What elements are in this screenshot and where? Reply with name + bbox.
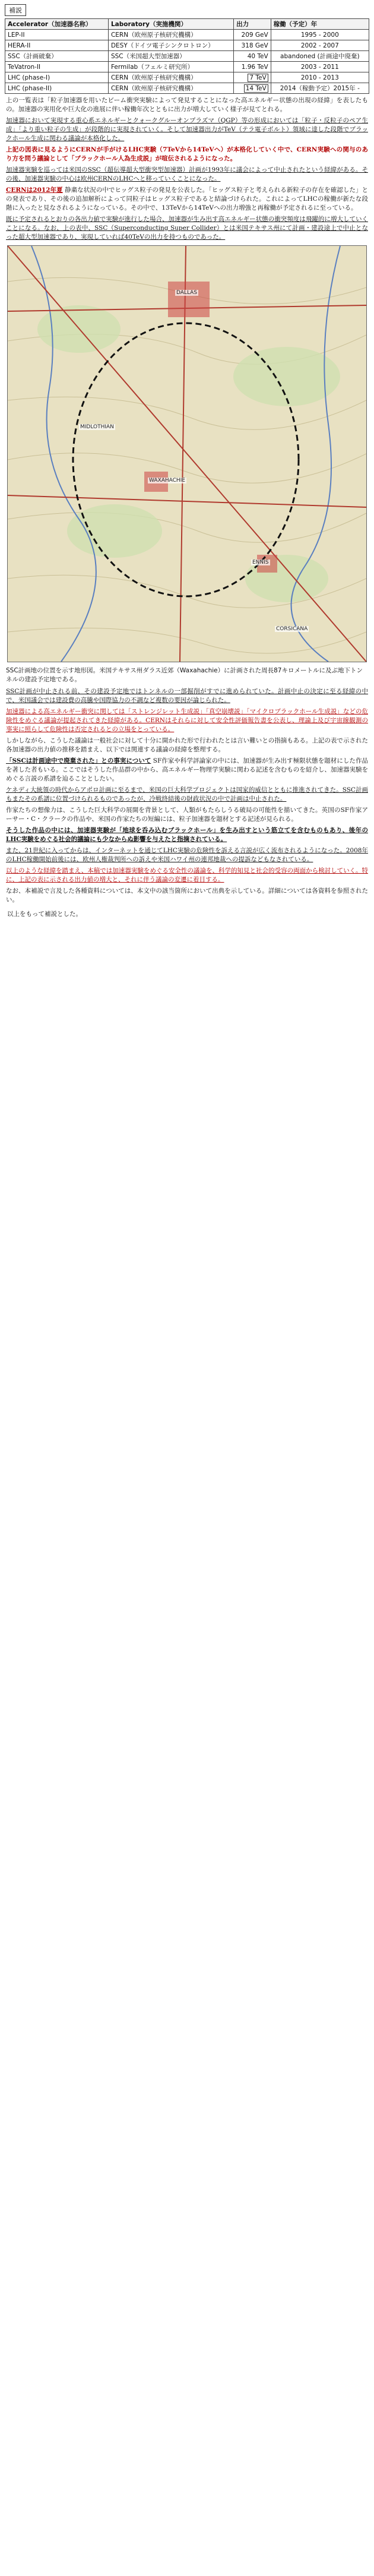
paragraph: 作家たちの想像力は、こうした巨大科学の展開を背景として、人類がもたらしうる破局の可能性を描いてきた。英国のSF作家アーサー・C・クラークの作品や、米国の作家たちの短編には、粒子加速器を題材とする記述が見られる。 <box>6 807 368 823</box>
map-label-dallas: DALLAS <box>176 290 198 296</box>
table-cell: CERN（欧州原子核研究機構） <box>108 72 233 83</box>
paragraph: 加速器による高エネルギー衝突に関しては「ストレンジレット生成説」「真空崩壊説」「マイクロブラックホール生成説」などの危険性をめぐる議論が提起されてきた経緯がある。CERNはそれらに対して安全性評価報告書を公表し、理論上及び宇宙線観測の事実に照らして危険性は否定されるとの立場をとっている。 <box>6 708 368 733</box>
map-label-midlothian: MIDLOTHIAN <box>80 424 114 430</box>
sf-text: SF作家や科学評論家の中には、加速器が生み出す極限状態を題材にした作品を著した者もいる。ここではそうした作品群の中から、高エネルギー物理学実験に関わる記述を含むものを紹介し、加速器実験をめぐる言説の系譜を辿ることとしたい。 <box>6 757 368 782</box>
table-row <box>5 83 369 94</box>
table-cell: 209 GeV <box>234 30 271 40</box>
table-row <box>5 30 369 40</box>
paragraph: SSC計画が中止される前、その建設予定地ではトンネルの一部掘削がすでに進められていた。計画中止の決定に至る経緯の中で、米国議会では建設費の高騰や国際協力の不調など複数の要因が論じられた。 <box>6 688 368 704</box>
table-cell: 40 TeV <box>234 51 271 62</box>
table-cell: DESY（ドイツ電子シンクロトロン） <box>108 40 233 51</box>
topographic-map <box>7 245 367 662</box>
ssc-section-text: 既に予定されるとおりの各出力値で実験が進行した場合、加速器が生み出す高エネルギー状態の衝突頻度は飛躍的に増大していくことになる。なお、上の表中、SSC（Superconducting Super Collider）とは米国テキサス州にて計画・建設途上で中止となった超大型加速器であり、実現していれば40TeVの出力を持つものであった。 <box>6 216 368 241</box>
table-cell: SSC（米国超大型加速器） <box>108 51 233 62</box>
table-row <box>5 72 369 83</box>
paragraph: 加速器実験を巡っては米国のSSC（超伝導超大型衝突型加速器）計画が1993年に議会によって中止されたという経緯がある。その後、加速器実験の中心は欧州CERNのLHCへと移っていくことになった。 <box>6 166 368 182</box>
paragraph: また、21世紀に入ってからは、インターネットを通じてLHC実験の危険性を訴える言説が広く流布されるようになった。2008年のLHC稼働開始前後には、欧州人権裁判所への訴えや米国ハワイ州の連邦地裁への提訴などもなされている。 <box>6 847 368 863</box>
paragraph: しかしながら、こうした議論は一般社会に対して十分に開かれた形で行われたとは言い難いとの指摘もある。上記の表で示された各加速器の出力値の推移を踏まえ、以下では関連する議論の経緯を整理する。 <box>6 737 368 753</box>
table-cell: abandoned (計画途中廃棄) <box>271 51 369 62</box>
paragraph: 上記の図表に見るようにCERNが手がけるLHC実験（7TeVから14TeVへ）が本格化していく中で、CERN実験への関与のあり方を問う議論として「ブラックホール人為生成説」が喧伝されるようになった。 <box>6 146 368 162</box>
paragraph: 以上のような経緯を踏まえ、本稿では加速器実験をめぐる安全性の議論を、科学的知見と社会的受容の両面から検討していく。特に、上記の表に示される出力値の増大と、それに伴う議論の変遷に着目する。 <box>6 867 368 883</box>
sf-heading: 「SSCは計画途中で廃棄された」との事実について <box>6 757 151 764</box>
table-cell: 2014（稼動予定）2015年 - <box>271 83 369 94</box>
table-cell: 2002 - 2007 <box>271 40 369 51</box>
table-header: 稼働（予定）年 <box>271 19 369 30</box>
table-row <box>5 62 369 72</box>
section-tag: 補説 <box>5 4 26 16</box>
table-header: Laboratory（実施機関） <box>108 19 233 30</box>
table-cell-value: 14 TeV <box>244 84 268 93</box>
footer-note: 以上をもって補説とした。 <box>7 911 82 918</box>
map-label-ennis: ENNIS <box>252 560 269 565</box>
table-header: 出力 <box>234 19 271 30</box>
table-cell: LEP-II <box>5 30 109 40</box>
sf-section <box>6 757 368 783</box>
table-cell <box>234 83 271 94</box>
table-header: Accelerator（加速器名称） <box>5 19 109 30</box>
table-cell: LHC (phase-II) <box>5 83 109 94</box>
main-text <box>6 687 368 905</box>
table-cell: CERN（欧州原子核研究機構） <box>108 30 233 40</box>
table-cell: 2003 - 2011 <box>271 62 369 72</box>
table-cell: HERA-II <box>5 40 109 51</box>
accelerator-table <box>5 18 369 94</box>
table-cell: 1995 - 2000 <box>271 30 369 40</box>
cern-text: 静粛な状況の中でヒッグス粒子の発見を公表した。「ヒッグス粒子と考えられる新粒子の存在を確認した」との発表であり、その後の追加解析によって同粒子はヒッグス粒子であると結論づけられた。これによってLHCの稼働が新たな段階に入ったと見なされるようになっている。その中で、13TeVから14TeVへの出力増強と再稼働が予定されるに至っている。 <box>6 187 368 211</box>
table-header-row <box>5 19 369 30</box>
cern-heading: CERNは2012年夏 <box>6 187 63 194</box>
table-cell: 2010 - 2013 <box>271 72 369 83</box>
map-graphic <box>8 246 366 662</box>
table-row <box>5 40 369 51</box>
table-cell <box>234 72 271 83</box>
table-cell: LHC (phase-I) <box>5 72 109 83</box>
table-cell: 1.96 TeV <box>234 62 271 72</box>
paragraph: ケネディ大統領の時代からアポロ計画に至るまで、米国の巨大科学プロジェクトは国家的威信とともに推進されてきた。SSC計画もまたその系譜に位置づけられるものであったが、冷戦終結後の財政状況の中で計画は中止された。 <box>6 786 368 802</box>
intro-text <box>6 96 368 242</box>
table-cell: CERN（欧州原子核研究機構） <box>108 83 233 94</box>
paragraph: 加速器において実現する重心系エネルギーとクォークグルーオンプラズマ（QGP）等の形成においては「粒子・反粒子のペア生成」「より重い粒子の生成」が段階的に実現されていく。そして加速器出力がTeV（テラ電子ボルト）領域に達した段階でブラックホール生成に関わる議論が本格化した。 <box>6 117 368 142</box>
table-cell: Fermilab（フェルミ研究所） <box>108 62 233 72</box>
paragraph: そうした作品の中には、加速器実験が「地球を呑み込むブラックホール」を生み出すという筋立てを含むものもあり、後年のLHC実験をめぐる社会的議論にも少なからぬ影響を与えたと指摘されている。 <box>6 827 368 843</box>
map-label-corsicana: CORSICANA <box>276 626 308 632</box>
map-label-waxahachie: WAXAHACHIE <box>149 478 186 483</box>
table-cell: SSC（計画破棄） <box>5 51 109 62</box>
table-cell: 318 GeV <box>234 40 271 51</box>
table-cell: TeVatron-II <box>5 62 109 72</box>
paragraph: 上の一覧表は「粒子加速器を用いたビーム衝突実験によって発見することになった高エネルギー状態の出現の経緯」を表したもの。加速器の実用化や巨大化の進展に伴い稼働年次とともに出力が増大していく様子が見てとれる。 <box>6 97 368 113</box>
table-row <box>5 51 369 62</box>
table-cell-value: 7 TeV <box>248 74 268 82</box>
cern-section <box>6 186 368 213</box>
map-caption: SSC計画地の位置を示す地形図。米国テキサス州ダラス近郊（Waxahachie）に計画された周長87キロメートルに及ぶ地下トンネルの建設予定地である。 <box>6 667 363 683</box>
paragraph: なお、本補説で言及した各種資料については、本文中の該当箇所において出典を示している。詳細については各資料を参照されたい。 <box>6 887 368 903</box>
